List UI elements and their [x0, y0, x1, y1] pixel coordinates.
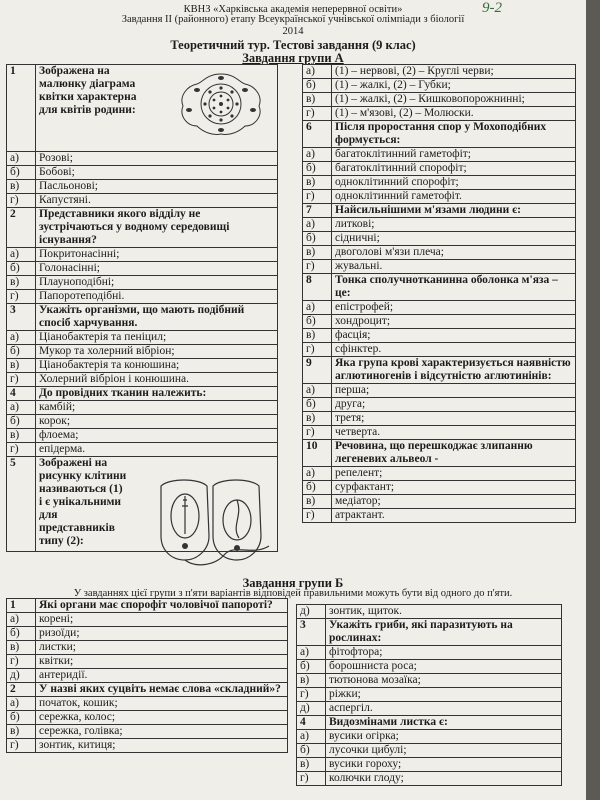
option-letter: д) [7, 669, 36, 683]
option-letter: г) [7, 290, 36, 304]
answer-option [7, 166, 278, 180]
answer-option [297, 772, 562, 786]
answer-option [303, 384, 576, 398]
group-a-right-table [302, 64, 576, 523]
question-text: Яка група крові характеризується наявністю аглютиногенів і відсутністю аглютинінів: [332, 357, 576, 384]
option-letter: г) [297, 772, 326, 786]
option-letter: а) [297, 730, 326, 744]
question-text: Речовина, що перешкоджає злипанню легеневих альвеол - [332, 440, 576, 467]
question-text: Представники якого відділу не зустрічаються у водному середовищі існування? [36, 208, 278, 248]
answer-option [7, 359, 278, 373]
option-letter: г) [303, 190, 332, 204]
answer-option [7, 373, 278, 387]
option-text: зонтик, щиток. [326, 605, 562, 619]
answer-option [7, 429, 278, 443]
option-text: сурфактант; [332, 481, 576, 495]
option-letter: в) [7, 429, 36, 443]
option-text: (1) – м'язові, (2) – Молюски. [332, 107, 576, 121]
answer-option [7, 180, 278, 194]
option-text: вусики гороху; [326, 758, 562, 772]
answer-option [303, 162, 576, 176]
option-text: епістрофей; [332, 301, 576, 315]
option-text: атрактант. [332, 509, 576, 523]
option-text: перша; [332, 384, 576, 398]
answer-option [7, 613, 288, 627]
question-number: 1 [7, 65, 36, 152]
answer-option [303, 343, 576, 357]
answer-option [303, 65, 576, 79]
option-text: початок, кошик; [36, 697, 288, 711]
option-text: Покритонасінні; [36, 248, 278, 262]
option-text: аспергіл. [326, 702, 562, 716]
question-row [303, 274, 576, 301]
option-text: Мукор та холерний вібріон; [36, 345, 278, 359]
option-text: листки; [36, 641, 288, 655]
answer-option [303, 148, 576, 162]
option-text: корок; [36, 415, 278, 429]
option-letter: а) [7, 401, 36, 415]
question-text: Які органи має спорофіт чоловічої папороті? [36, 599, 288, 613]
answer-option [7, 276, 278, 290]
answer-option [7, 345, 278, 359]
option-letter: б) [303, 481, 332, 495]
option-letter: б) [303, 398, 332, 412]
option-letter: в) [303, 246, 332, 260]
option-letter: в) [7, 276, 36, 290]
question-number: 5 [7, 457, 36, 552]
handwritten-mark: 9-2 [482, 0, 502, 16]
question-number: 1 [7, 599, 36, 613]
option-text: третя; [332, 412, 576, 426]
option-text: Пасльонові; [36, 180, 278, 194]
option-text: лусочки цибулі; [326, 744, 562, 758]
question-number: 8 [303, 274, 332, 301]
option-text: зонтик, китиця; [36, 739, 288, 753]
option-text: сережка, голівка; [36, 725, 288, 739]
option-letter: а) [7, 152, 36, 166]
answer-option [7, 627, 288, 641]
answer-option [303, 315, 576, 329]
question-text: Укажіть організми, що мають подібний спосіб харчування. [36, 304, 278, 331]
question-row [7, 599, 288, 613]
question-row [303, 121, 576, 148]
option-text: сідничні; [332, 232, 576, 246]
question-row [303, 204, 576, 218]
question-row [303, 440, 576, 467]
option-letter: г) [7, 194, 36, 208]
option-letter: г) [303, 260, 332, 274]
option-letter: г) [7, 739, 36, 753]
answer-option [303, 176, 576, 190]
stinging-cells-illustration [155, 476, 273, 570]
question-row [7, 208, 278, 248]
question-number: 10 [303, 440, 332, 467]
option-letter: д) [297, 605, 326, 619]
page-title: Теоретичний тур. Тестові завдання (9 клас) [170, 38, 416, 52]
option-text: тютюнова мозаїка; [326, 674, 562, 688]
option-letter: в) [303, 412, 332, 426]
option-letter: а) [303, 218, 332, 232]
flower-diagram-illustration [175, 70, 267, 138]
option-text: репелент; [332, 467, 576, 481]
option-letter: в) [7, 641, 36, 655]
answer-option [7, 443, 278, 457]
answer-option [7, 655, 288, 669]
question-text: Найсильнішими м'язами людини є: [332, 204, 576, 218]
group-b-note: У завданнях цієї групи з п'яти варіантів відповідей правильними можуть бути від одного до п'яти. [73, 588, 513, 599]
group-b-heading: Завдання групи Б [242, 576, 344, 590]
option-letter: в) [303, 329, 332, 343]
option-text: камбій; [36, 401, 278, 415]
answer-option [7, 248, 278, 262]
question-number: 3 [7, 304, 36, 331]
option-text: фасція; [332, 329, 576, 343]
question-row [7, 387, 278, 401]
question-text: До провідних тканин належить: [36, 387, 278, 401]
option-letter: г) [7, 373, 36, 387]
question-text: Зображена на малюнку діаграма квітки характерна для квітів родини: [36, 65, 278, 152]
answer-option [7, 194, 278, 208]
option-text: колючки глоду; [326, 772, 562, 786]
option-letter: б) [7, 345, 36, 359]
option-letter: б) [303, 162, 332, 176]
option-text: флоема; [36, 429, 278, 443]
answer-option [7, 697, 288, 711]
answer-option [7, 262, 278, 276]
option-letter: а) [297, 646, 326, 660]
question-text: Після проростання спор у Мохоподібних формується: [332, 121, 576, 148]
option-letter: б) [7, 415, 36, 429]
answer-option [297, 674, 562, 688]
option-letter: а) [7, 697, 36, 711]
answer-option [303, 79, 576, 93]
option-letter: а) [303, 467, 332, 481]
question-row [297, 619, 562, 646]
question-row [303, 357, 576, 384]
option-text: одноклітинний гаметофіт. [332, 190, 576, 204]
option-text: (1) – жалкі, (2) – Губки; [332, 79, 576, 93]
option-letter: г) [303, 426, 332, 440]
question-number: 6 [303, 121, 332, 148]
option-text: (1) – жалкі, (2) – Кишковопорожнинні; [332, 93, 576, 107]
answer-option [303, 412, 576, 426]
option-text: епідерма. [36, 443, 278, 457]
option-letter: г) [303, 107, 332, 121]
group-b-left-table [6, 598, 288, 753]
option-text: Холерний вібріон і конюшина. [36, 373, 278, 387]
option-text: сфінктер. [332, 343, 576, 357]
answer-option [303, 426, 576, 440]
question-row [7, 304, 278, 331]
option-text: Плауноподібні; [36, 276, 278, 290]
option-text: квітки; [36, 655, 288, 669]
answer-option [7, 415, 278, 429]
option-text: двоголові м'язи плеча; [332, 246, 576, 260]
option-letter: г) [7, 443, 36, 457]
option-text: друга; [332, 398, 576, 412]
option-text: медіатор; [332, 495, 576, 509]
option-text: Ціанобактерія та конюшина; [36, 359, 278, 373]
option-text: корені; [36, 613, 288, 627]
option-letter: в) [7, 180, 36, 194]
option-letter: в) [297, 674, 326, 688]
answer-option [7, 739, 288, 753]
header-institution: КВНЗ «Харківська академія неперервної освіти» [183, 4, 403, 15]
option-letter: г) [303, 509, 332, 523]
answer-option [7, 641, 288, 655]
option-letter: а) [303, 301, 332, 315]
option-text: сережка, колос; [36, 711, 288, 725]
option-text: Капустяні. [36, 194, 278, 208]
answer-option [303, 509, 576, 523]
group-a-heading: Завдання групи А [242, 51, 344, 65]
header-stage: Завдання ІІ (районного) етапу Всеукраїнської учнівської олімпіади з біології [121, 14, 465, 25]
answer-option [297, 730, 562, 744]
answer-option [297, 660, 562, 674]
option-letter: в) [303, 176, 332, 190]
option-letter: в) [303, 93, 332, 107]
option-letter: б) [297, 660, 326, 674]
option-letter: а) [7, 248, 36, 262]
answer-option [297, 702, 562, 716]
question-number: 3 [297, 619, 326, 646]
option-letter: г) [297, 688, 326, 702]
question-number: 4 [297, 716, 326, 730]
option-letter: б) [7, 711, 36, 725]
answer-option [303, 232, 576, 246]
option-letter: д) [297, 702, 326, 716]
answer-option [303, 246, 576, 260]
option-text: Голонасінні; [36, 262, 278, 276]
answer-option [303, 301, 576, 315]
question-text: У назві яких суцвіть немає слова «складний»? [36, 683, 288, 697]
answer-option [7, 725, 288, 739]
option-letter: а) [303, 384, 332, 398]
question-text: Видозмінами листка є: [326, 716, 562, 730]
group-b-right-table [296, 604, 562, 786]
question-number: 7 [303, 204, 332, 218]
option-letter: в) [303, 495, 332, 509]
option-letter: б) [303, 232, 332, 246]
answer-option [303, 495, 576, 509]
option-text: Бобові; [36, 166, 278, 180]
question-text: Зображені на рисунку клітини називаються (1) і є унікальними для представників типу (2): [36, 457, 278, 552]
question-text: Укажіть гриби, які паразитують на рослинах: [326, 619, 562, 646]
option-letter: б) [7, 262, 36, 276]
answer-option [7, 669, 288, 683]
option-text: борошниста роса; [326, 660, 562, 674]
option-letter: в) [7, 359, 36, 373]
option-text: антеридії. [36, 669, 288, 683]
option-letter: б) [303, 79, 332, 93]
question-row [7, 683, 288, 697]
answer-option [303, 107, 576, 121]
answer-option [303, 398, 576, 412]
answer-option [297, 688, 562, 702]
question-number: 2 [7, 683, 36, 697]
question-number: 2 [7, 208, 36, 248]
answer-option [7, 401, 278, 415]
answer-option [297, 646, 562, 660]
answer-option [303, 467, 576, 481]
answer-option [303, 218, 576, 232]
answer-option [7, 711, 288, 725]
option-letter: г) [303, 343, 332, 357]
answer-option [303, 190, 576, 204]
answer-option [303, 260, 576, 274]
option-letter: в) [7, 725, 36, 739]
option-text: ріжки; [326, 688, 562, 702]
option-text: (1) – нервові, (2) – Круглі черви; [332, 65, 576, 79]
answer-option [297, 605, 562, 619]
option-letter: б) [7, 166, 36, 180]
option-text: фітофтора; [326, 646, 562, 660]
option-letter: а) [303, 148, 332, 162]
question-number: 4 [7, 387, 36, 401]
option-text: багатоклітинний гаметофіт; [332, 148, 576, 162]
option-text: багатоклітинний спорофіт; [332, 162, 576, 176]
option-text: одноклітинний спорофіт; [332, 176, 576, 190]
option-letter: а) [7, 613, 36, 627]
option-text: Ціанобактерія та пеніцил; [36, 331, 278, 345]
answer-option [297, 758, 562, 772]
option-text: вусики огірка; [326, 730, 562, 744]
option-text: ризоїди; [36, 627, 288, 641]
option-letter: б) [297, 744, 326, 758]
option-text: жувальні. [332, 260, 576, 274]
answer-option [7, 331, 278, 345]
header-year: 2014 [282, 26, 304, 37]
answer-option [7, 152, 278, 166]
option-text: литкові; [332, 218, 576, 232]
option-text: хондроцит; [332, 315, 576, 329]
question-number: 9 [303, 357, 332, 384]
question-text: Тонка сполучнотканинна оболонка м'яза – це: [332, 274, 576, 301]
option-letter: в) [297, 758, 326, 772]
option-letter: б) [7, 627, 36, 641]
option-text: Розові; [36, 152, 278, 166]
answer-option [7, 290, 278, 304]
answer-option [303, 93, 576, 107]
option-letter: г) [7, 655, 36, 669]
option-text: четверта. [332, 426, 576, 440]
option-letter: б) [303, 315, 332, 329]
answer-option [303, 329, 576, 343]
option-letter: а) [7, 331, 36, 345]
question-row [297, 716, 562, 730]
answer-option [303, 481, 576, 495]
option-letter: а) [303, 65, 332, 79]
option-text: Папоротеподібні. [36, 290, 278, 304]
answer-option [297, 744, 562, 758]
